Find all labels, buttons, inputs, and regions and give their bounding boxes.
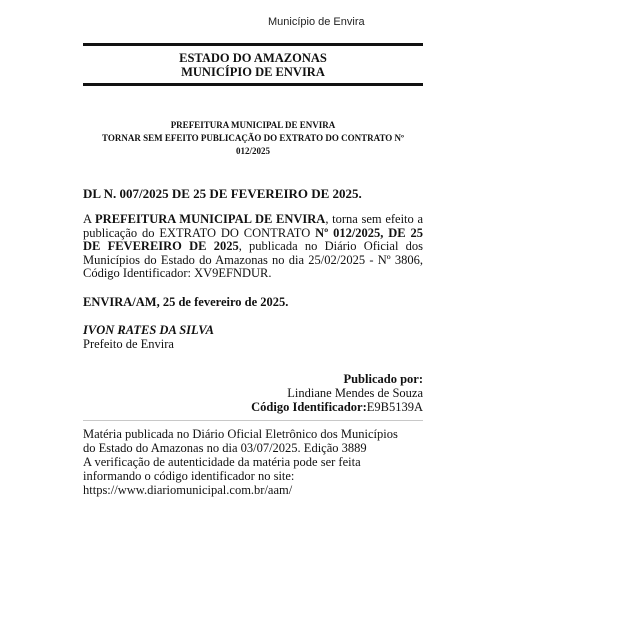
city-date: ENVIRA/AM, 25 de fevereiro de 2025. xyxy=(83,294,289,309)
footer-divider xyxy=(83,420,423,421)
body-text-2: , torna sem efeito a publicação do EXTRATO DO CONTRATO xyxy=(83,212,424,240)
signer-role: Prefeito de Envira xyxy=(83,336,174,351)
footer-note xyxy=(83,427,423,497)
body-text-3: , publicada no Diário Oficial dos Municípios do Estado do Amazonas no dia 25/02/2025 - Nº 3806, Código Identificador: XV9EFNDUR. xyxy=(83,239,424,280)
signer-name: IVON RATES DA SILVA xyxy=(83,322,214,337)
publisher-block xyxy=(83,372,423,414)
identifier-code: E9B5139A xyxy=(366,399,423,414)
state-heading xyxy=(83,46,423,83)
footer-line-3: A verificação de autenticidade da matéria pode ser feita xyxy=(83,454,361,469)
code-label: Código Identificador: xyxy=(251,399,367,414)
footer-line-2: do Estado do Amazonas no dia 03/07/2025. Edição 3889 xyxy=(83,440,367,455)
signature-block xyxy=(83,323,423,351)
page-header: Município de Envira xyxy=(268,16,365,28)
state-name: ESTADO DO AMAZONAS xyxy=(179,51,327,65)
published-by-label: Publicado por: xyxy=(343,371,423,386)
body-text-contract: Nº 012/2025, DE 25 DE FEVEREIRO DE 2025 xyxy=(83,225,423,253)
body-text-1: A xyxy=(83,212,96,226)
decree-title: DL N. 007/2025 DE 25 DE FEVEREIRO DE 2025. xyxy=(83,186,362,201)
subtitle-line-1: PREFEITURA MUNICIPAL DE ENVIRA xyxy=(170,120,336,130)
publisher-name: Lindiane Mendes de Souza xyxy=(287,385,423,400)
bottom-divider xyxy=(83,83,423,86)
footer-line-1: Matéria publicada no Diário Oficial Eletrônico dos Municípios xyxy=(83,426,398,441)
footer-url: https://www.diariomunicipal.com.br/aam/ xyxy=(83,482,293,497)
body-paragraph xyxy=(83,213,423,281)
document-subtitle xyxy=(83,119,423,158)
municipality-name: MUNICÍPIO DE ENVIRA xyxy=(181,65,325,79)
document-body xyxy=(83,43,423,497)
subtitle-line-3: 012/2025 xyxy=(235,146,270,156)
footer-line-4: informando o código identificador no site: xyxy=(83,468,295,483)
body-text-prefeitura: PREFEITURA MUNICIPAL DE ENVIRA xyxy=(95,212,326,226)
subtitle-line-2: TORNAR SEM EFEITO PUBLICAÇÃO DO EXTRATO DO CONTRATO Nº xyxy=(101,133,404,143)
